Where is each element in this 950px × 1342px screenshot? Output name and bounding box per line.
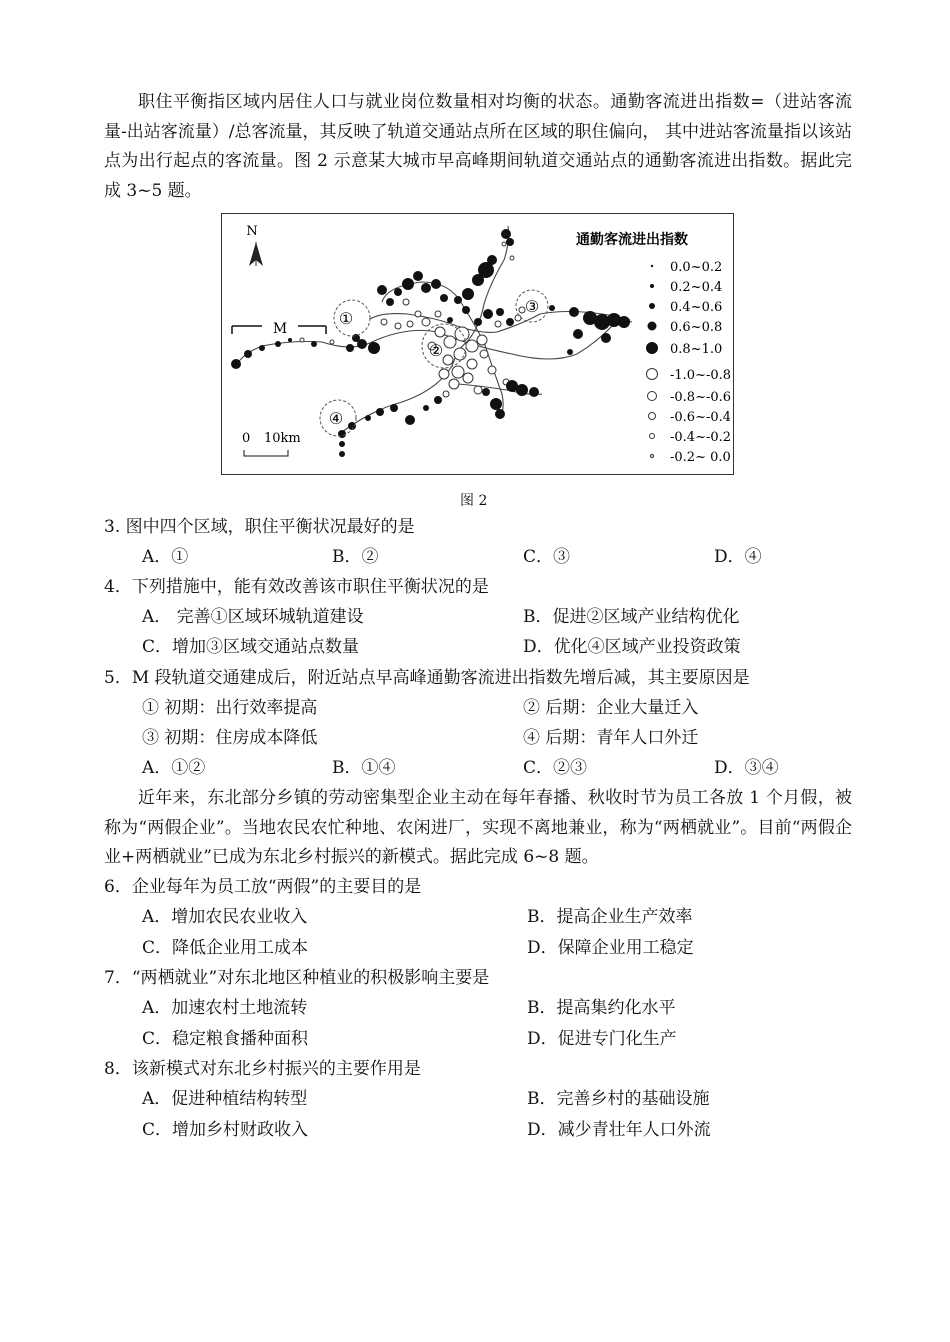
legend-item: -1.0~-0.8 (670, 368, 732, 383)
q3-option-d: D．④ (714, 547, 762, 567)
legend-item: -0.4~-0.2 (670, 430, 732, 445)
q5-stem: 5．M 段轨道交通建成后，附近站点早高峰通勤客流进出指数先增后减，其主要原因是 (104, 668, 750, 688)
m-segment-bracket (232, 321, 326, 337)
q8-option-c: C．增加乡村财政收入 (142, 1120, 309, 1140)
north-label: N (246, 224, 258, 239)
legend-item: 0.2~0.4 (670, 280, 723, 295)
legend (576, 231, 731, 465)
q7-option-a: A．加速农村土地流转 (142, 998, 308, 1018)
q3-option-a: A．① (142, 547, 189, 567)
legend-item: -0.8~-0.6 (670, 390, 732, 405)
legend-item: -0.2~ 0.0 (670, 450, 731, 465)
q5-item-1: ① 初期：出行效率提高 (142, 698, 318, 718)
legend-item: -0.6~-0.4 (670, 410, 732, 425)
q4-option-a: A． 完善①区域环城轨道建设 (142, 607, 364, 627)
q5-option-b: B．①④ (332, 758, 396, 778)
q5-option-d: D．③④ (714, 758, 779, 778)
q4-stem: 4．下列措施中，能有效改善该市职住平衡状况的是 (104, 577, 489, 597)
q6-option-a: A．增加农民农业收入 (142, 907, 308, 927)
legend-title: 通勤客流进出指数 (576, 232, 688, 248)
q8-option-b: B．完善乡村的基础设施 (527, 1089, 710, 1109)
scale-bar (242, 431, 301, 456)
q7-option-c: C．稳定粮食播种面积 (142, 1029, 309, 1049)
region-labels (329, 297, 539, 428)
legend-item: 0.6~0.8 (670, 320, 723, 335)
q6-option-b: B．提高企业生产效率 (527, 907, 693, 927)
q7-option-d: D．促进专门化生产 (527, 1029, 677, 1049)
q4-option-b: B．促进②区域产业结构优化 (523, 607, 740, 627)
q5-item-4: ④ 后期：青年人口外迁 (523, 728, 699, 748)
legend-item: 0.0~0.2 (670, 260, 723, 275)
legend-item: 0.4~0.6 (670, 300, 723, 315)
q3-option-c: C．③ (523, 547, 571, 567)
q6-option-c: C．降低企业用工成本 (142, 938, 309, 958)
q3-stem: 3. 图中四个区域，职住平衡状况最好的是 (104, 517, 415, 537)
q8-stem: 8．该新模式对东北乡村振兴的主要作用是 (104, 1059, 421, 1079)
q5-option-a: A．①② (142, 758, 206, 778)
q4-option-d: D．优化④区域产业投资政策 (523, 637, 741, 657)
figure-2-map (221, 213, 734, 475)
intro-paragraph-2: 近年来，东北部分乡镇的劳动密集型企业主动在每年春播、秋收时节为员工各放 1 个月假，被称为“两假企业”。当地农民农忙种地、农闲进厂，实现不离地兼业，称为“两栖就业”。目前“两假企业+两栖就业”已成为东北乡村振兴的新模式。据此完成 6~8 题。 (104, 788, 852, 867)
scale-label: 10km (264, 431, 301, 446)
region-3-label: ③ (524, 297, 540, 316)
q5-option-c: C．②③ (523, 758, 588, 778)
intro-paragraph-1: 职住平衡指区域内居住人口与就业岗位数量相对均衡的状态。通勤客流进出指数=（进站客流量-出站客流量）/总客流量，其反映了轨道交通站点所在区域的职住偏向， 其中进站客流量指以该站点为出行起点的客流量。图 2 示意某大城市早高峰期间轨道交通站点的通勤客流进出指数。据此完成 3~5 题。 (104, 92, 852, 201)
q3-option-b: B．② (332, 547, 379, 567)
north-arrow-icon (246, 224, 263, 266)
q4-option-c: C．增加③区域交通站点数量 (142, 637, 360, 657)
q7-option-b: B．提高集约化水平 (527, 998, 676, 1018)
q6-option-d: D．保障企业用工稳定 (527, 938, 694, 958)
q7-stem: 7．“两栖就业”对东北地区种植业的积极影响主要是 (104, 968, 490, 988)
scale-zero: 0 (242, 431, 251, 446)
m-segment-label: M (272, 321, 288, 337)
q8-option-d: D．减少青壮年人口外流 (527, 1120, 711, 1140)
q5-item-2: ② 后期：企业大量迁入 (523, 698, 699, 718)
region-2-label: ② (428, 341, 444, 360)
legend-item: 0.8~1.0 (670, 342, 723, 357)
region-4-label: ④ (328, 409, 344, 428)
region-circles (320, 290, 548, 436)
figure-caption: 图 2 (460, 493, 488, 509)
q5-item-3: ③ 初期：住房成本降低 (142, 728, 318, 748)
region-1-label: ① (338, 309, 354, 328)
q6-stem: 6．企业每年为员工放“两假”的主要目的是 (104, 877, 422, 897)
q8-option-a: A．促进种植结构转型 (142, 1089, 308, 1109)
rail-lines (236, 226, 632, 432)
